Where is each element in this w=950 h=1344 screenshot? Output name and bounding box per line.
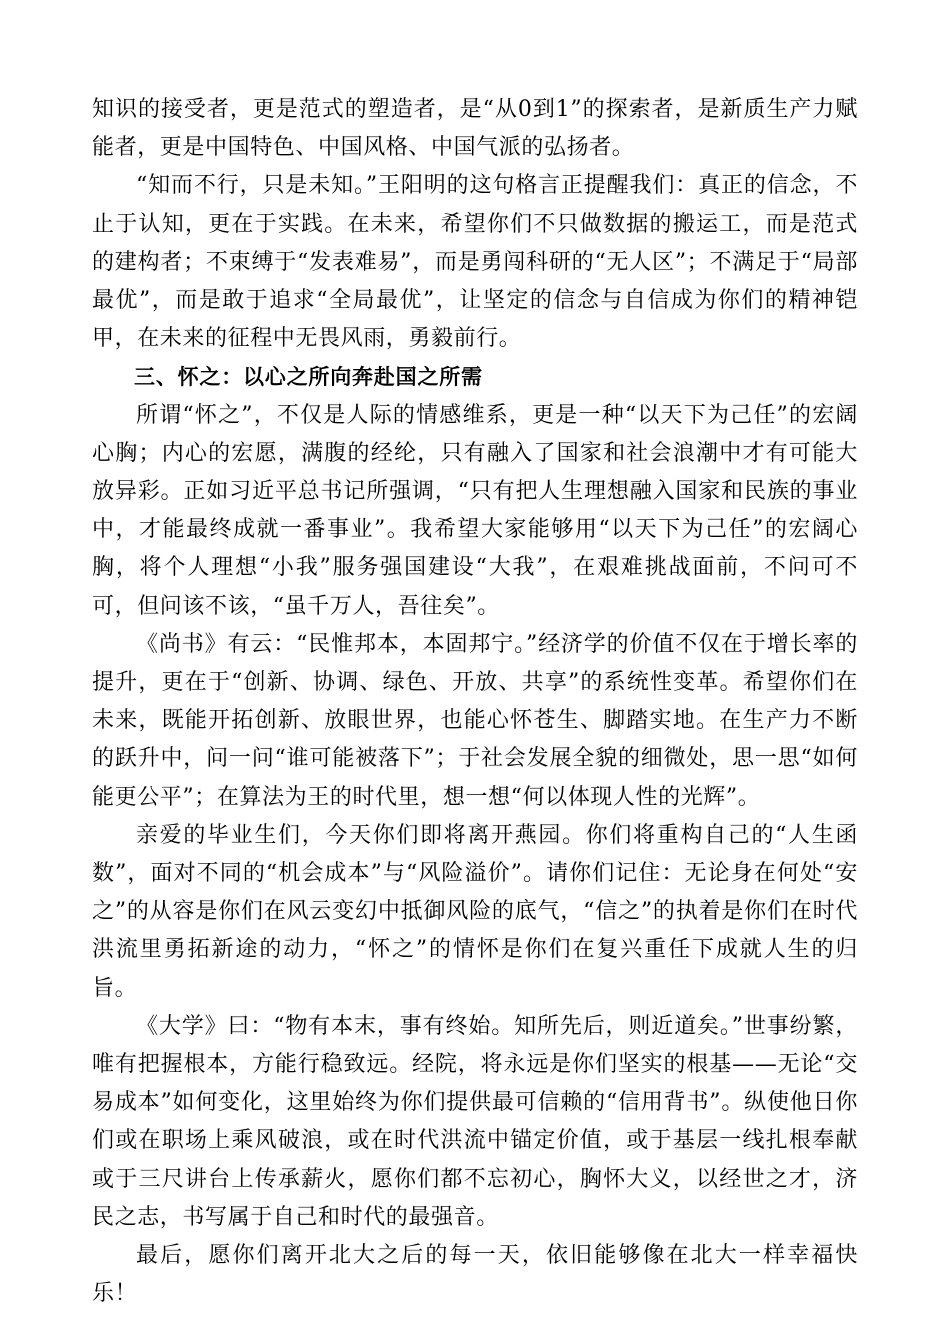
paragraph-closing: 最后，愿你们离开北大之后的每一天，依旧能够像在北大一样幸福快乐！ — [92, 1243, 858, 1307]
paragraph-da-xue: 《大学》曰：“物有本末，事有终始。知所先后，则近道矣。”世事纷繁，唯有把握根本，方能行稳致远。经院，将永远是你们坚实的根基——无论“交易成本”如何变化，这里始终为你们提供最可信赖的“信用背书”。纵使他日你们或在职场上乘风破浪，或在时代洪流中锚定价值，或于基层一线扎根奉献或于三尺讲台上传承薪火，愿你们都不忘初心，胸怀大义，以经世之才，济民之志，书写属于自己和时代的最强音。 — [92, 1013, 858, 1230]
section-heading-huai-zhi: 三、怀之：以心之所向奔赴国之所需 — [134, 365, 483, 390]
paragraph-continued: 知识的接受者，更是范式的塑造者，是“从0到1”的探索者，是新质生产力赋能者，更是中国特色、中国风格、中国气派的弘扬者。 — [92, 97, 858, 161]
document-page — [92, 91, 858, 1314]
paragraph-huai-zhi: 所谓“怀之”，不仅是人际的情感维系，更是一种“以天下为己任”的宏阔心胸；内心的宏愿，满腹的经纶，只有融入了国家和社会浪潮中才有可能大放异彩。正如习近平总书记所强调，“只有把人生理想融入国家和民族的事业中，才能最终成就一番事业”。我希望大家能够用“以天下为己任”的宏阔心胸，将个人理想“小我”服务强国建设“大我”，在艰难挑战面前，不问可不可，但问该不该，“虽千万人，吾往矣”。 — [92, 402, 858, 619]
paragraph-zhi-er-bu-xing: “知而不行，只是未知。”王阳明的这句格言正提醒我们：真正的信念，不止于认知，更在于实践。在未来，希望你们不只做数据的搬运工，而是范式的建构者；不束缚于“发表难易”，而是勇闯科研的“无人区”；不满足于“局部最优”，而是敢于追求“全局最优”，让坚定的信念与自信成为你们的精神铠甲，在未来的征程中无畏风雨，勇毅前行。 — [92, 173, 858, 352]
paragraph-graduates: 亲爱的毕业生们，今天你们即将离开燕园。你们将重构自己的“人生函数”，面对不同的“机会成本”与“风险溢价”。请你们记住：无论身在何处“安之”的从容是你们在风云变幻中抵御风险的底气，“信之”的执着是你们在时代洪流里勇拓新途的动力，“怀之”的情怀是你们在复兴重任下成就人生的归旨。 — [92, 822, 858, 1001]
paragraph-shang-shu: 《尚书》有云：“民惟邦本，本固邦宁。”经济学的价值不仅在于增长率的提升，更在于“创新、协调、绿色、开放、共享”的系统性变革。希望你们在未来，既能开拓创新、放眼世界，也能心怀苍生、脚踏实地。在生产力不断的跃升中，问一问“谁可能被落下”；于社会发展全貌的细微处，思一思“如何能更公平”；在算法为王的时代里，想一想“何以体现人性的光辉”。 — [92, 631, 858, 810]
